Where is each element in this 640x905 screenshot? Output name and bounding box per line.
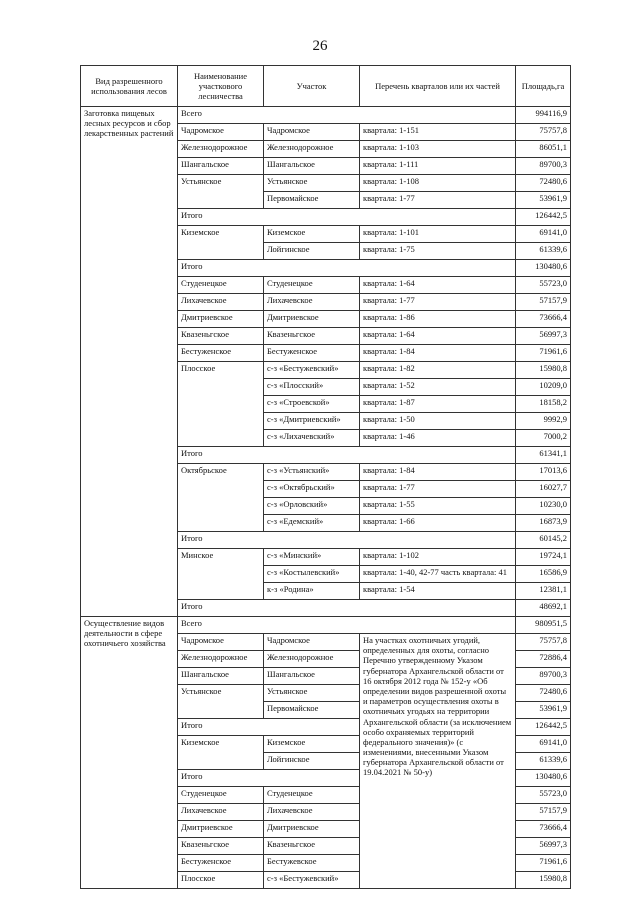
forestry-cell [178,583,264,600]
plot-cell: Киземское [264,736,360,753]
area-cell: 7000,2 [516,430,571,447]
area-cell: 75757,8 [516,124,571,141]
total-label: Итого [178,600,516,617]
area-cell: 89700,3 [516,158,571,175]
forestry-cell: Шангальское [178,668,264,685]
area-cell: 60145,2 [516,532,571,549]
forestry-cell: Устьянское [178,685,264,702]
header-use-type: Вид разрешенного использования лесов [81,66,178,107]
area-cell: 16873,9 [516,515,571,532]
area-cell: 126442,5 [516,209,571,226]
area-cell: 12381,1 [516,583,571,600]
forestry-cell [178,702,264,719]
area-cell: 53961,9 [516,702,571,719]
area-cell: 16027,7 [516,481,571,498]
area-cell: 69141,0 [516,226,571,243]
quarters-cell: квартала: 1-52 [360,379,516,396]
plot-cell: Первомайское [264,702,360,719]
quarters-cell: квартала: 1-84 [360,345,516,362]
total-label: Итого [178,532,516,549]
table-row [81,617,571,634]
area-cell: 56997,3 [516,838,571,855]
quarters-cell: квартала: 1-55 [360,498,516,515]
plot-cell: Чадромское [264,124,360,141]
forestry-cell: Шангальское [178,158,264,175]
use-type-cell: Осуществление видов деятельности в сфере охотничьего хозяйства [81,617,178,889]
forestry-cell: Лихачевское [178,294,264,311]
forest-use-table [80,65,571,889]
forestry-cell [178,192,264,209]
plot-cell: с-з «Строевской» [264,396,360,413]
quarters-cell: квартала: 1-64 [360,277,516,294]
quarters-cell: квартала: 1-66 [360,515,516,532]
forestry-cell: Киземское [178,226,264,243]
quarters-cell: квартала: 1-64 [360,328,516,345]
forestry-cell: Железнодорожное [178,651,264,668]
plot-cell: с-з «Бестужевский» [264,872,360,889]
table-row [81,107,571,124]
forestry-cell: Чадромское [178,634,264,651]
forestry-cell: Киземское [178,736,264,753]
area-cell: 55723,0 [516,787,571,804]
quarters-cell: квартала: 1-102 [360,549,516,566]
area-cell: 15980,8 [516,872,571,889]
plot-cell: Квазеньгское [264,838,360,855]
forestry-cell: Чадромское [178,124,264,141]
area-cell: 72480,6 [516,685,571,702]
plot-cell: Лойгинское [264,753,360,770]
forestry-cell [178,566,264,583]
area-cell: 72886,4 [516,651,571,668]
total-label: Итого [178,719,360,736]
area-cell: 994116,9 [516,107,571,124]
forestry-cell: Лихачевское [178,804,264,821]
area-cell: 56997,3 [516,328,571,345]
quarters-cell: квартала: 1-46 [360,430,516,447]
total-label: Итого [178,209,516,226]
area-cell: 19724,1 [516,549,571,566]
use-type-cell: Заготовка пищевых лесных ресурсов и сбор лекарственных растений [81,107,178,617]
forestry-cell: Бестуженское [178,345,264,362]
area-cell: 71961,6 [516,855,571,872]
total-label: Итого [178,260,516,277]
forestry-cell [178,243,264,260]
page-number: 26 [312,38,328,54]
forestry-cell: Студенецкое [178,787,264,804]
forestry-cell [178,515,264,532]
plot-cell: Бестуженское [264,345,360,362]
plot-cell: с-з «Минский» [264,549,360,566]
quarters-cell: квартала: 1-75 [360,243,516,260]
forestry-cell [178,396,264,413]
forestry-cell: Квазеньгское [178,328,264,345]
plot-cell: Шангальское [264,158,360,175]
total-label: Всего [178,617,516,634]
area-cell: 17013,6 [516,464,571,481]
area-cell: 10230,0 [516,498,571,515]
area-cell: 72480,6 [516,175,571,192]
plot-cell: Устьянское [264,685,360,702]
quarters-cell: квартала: 1-108 [360,175,516,192]
area-cell: 61339,6 [516,243,571,260]
plot-cell: с-з «Октябрьский» [264,481,360,498]
forestry-cell: Устьянское [178,175,264,192]
forestry-cell: Дмитриевское [178,311,264,328]
forestry-cell: Плосское [178,872,264,889]
quarters-cell: квартала: 1-77 [360,294,516,311]
area-cell: 18158,2 [516,396,571,413]
plot-cell: Студенецкое [264,787,360,804]
area-cell: 57157,9 [516,294,571,311]
area-cell: 57157,9 [516,804,571,821]
area-cell: 980951,5 [516,617,571,634]
area-cell: 73666,4 [516,311,571,328]
quarters-cell: квартала: 1-86 [360,311,516,328]
total-label: Всего [178,107,516,124]
area-cell: 130480,6 [516,770,571,787]
quarters-cell: квартала: 1-77 [360,481,516,498]
plot-cell: Киземское [264,226,360,243]
area-cell: 61339,6 [516,753,571,770]
area-cell: 130480,6 [516,260,571,277]
plot-cell: Первомайское [264,192,360,209]
plot-cell: Бестужевское [264,855,360,872]
header-forestry-name: Наименование участкового лесничества [178,66,264,107]
plot-cell: Железнодорожное [264,651,360,668]
plot-cell: Студенецкое [264,277,360,294]
forestry-cell: Квазеньгское [178,838,264,855]
area-cell: 73666,4 [516,821,571,838]
quarters-cell: квартала: 1-151 [360,124,516,141]
header-plot: Участок [264,66,360,107]
area-cell: 48692,1 [516,600,571,617]
plot-cell: Шангальское [264,668,360,685]
forestry-cell [178,481,264,498]
plot-cell: с-з «Орловский» [264,498,360,515]
area-cell: 69141,0 [516,736,571,753]
plot-cell: с-з «Плосский» [264,379,360,396]
area-cell: 126442,5 [516,719,571,736]
area-cell: 89700,3 [516,668,571,685]
plot-cell: Дмитриевское [264,821,360,838]
plot-cell: с-з «Костылевский» [264,566,360,583]
total-label: Итого [178,447,516,464]
total-label: Итого [178,770,360,787]
quarters-cell: квартала: 1-50 [360,413,516,430]
forestry-cell: Октябрьское [178,464,264,481]
area-cell: 53961,9 [516,192,571,209]
area-cell: 9992,9 [516,413,571,430]
area-cell: 61341,1 [516,447,571,464]
plot-cell: Лойгинское [264,243,360,260]
area-cell: 71961,6 [516,345,571,362]
plot-cell: с-з «Бестужевский» [264,362,360,379]
area-cell: 15980,8 [516,362,571,379]
quarters-cell: квартала: 1-77 [360,192,516,209]
plot-cell: Устьянское [264,175,360,192]
forestry-cell [178,753,264,770]
quarters-cell: квартала: 1-82 [360,362,516,379]
quarters-cell: квартала: 1-87 [360,396,516,413]
forestry-cell: Дмитриевское [178,821,264,838]
plot-cell: Лихачевское [264,804,360,821]
area-cell: 16586,9 [516,566,571,583]
plot-cell: к-з «Родина» [264,583,360,600]
forestry-cell: Бестуженское [178,855,264,872]
forestry-cell [178,498,264,515]
quarters-note-cell: На участках охотничьих угодий, определенных для охоты, согласно Перечню утвержденному Указом губернатора Архангельской области от 16 октября 2012 года № 152-у «Об определении видов разрешенной охоты и параметров осуществления охоты в охотничьих угодьях на территории Архангельской области (за исключением особо охраняемых территорий федерального значения)» (с изменениями, внесенными Указом губернатора Архангельской области от 19.04.2021 № 50-у) [360,634,516,889]
forestry-cell [178,413,264,430]
quarters-cell: квартала: 1-40, 42-77 часть квартала: 41 [360,566,516,583]
area-cell: 86051,1 [516,141,571,158]
quarters-cell: квартала: 1-101 [360,226,516,243]
forestry-cell: Плосское [178,362,264,379]
forestry-cell: Студенецкое [178,277,264,294]
quarters-cell: квартала: 1-103 [360,141,516,158]
plot-cell: с-з «Лихачевский» [264,430,360,447]
header-quarters: Перечень кварталов или их частей [360,66,516,107]
plot-cell: с-з «Дмитриевский» [264,413,360,430]
plot-cell: Лихачевское [264,294,360,311]
area-cell: 75757,8 [516,634,571,651]
plot-cell: с-з «Едемский» [264,515,360,532]
header-area: Площадь,га [516,66,571,107]
forestry-cell [178,430,264,447]
plot-cell: Дмитриевское [264,311,360,328]
forestry-cell: Железнодорожное [178,141,264,158]
area-cell: 10209,0 [516,379,571,396]
quarters-cell: квартала: 1-111 [360,158,516,175]
forestry-cell [178,379,264,396]
plot-cell: с-з «Устьянский» [264,464,360,481]
forestry-cell: Минское [178,549,264,566]
plot-cell: Чадромское [264,634,360,651]
area-cell: 55723,0 [516,277,571,294]
quarters-cell: квартала: 1-84 [360,464,516,481]
plot-cell: Железнодорожное [264,141,360,158]
quarters-cell: квартала: 1-54 [360,583,516,600]
plot-cell: Квазеньгское [264,328,360,345]
